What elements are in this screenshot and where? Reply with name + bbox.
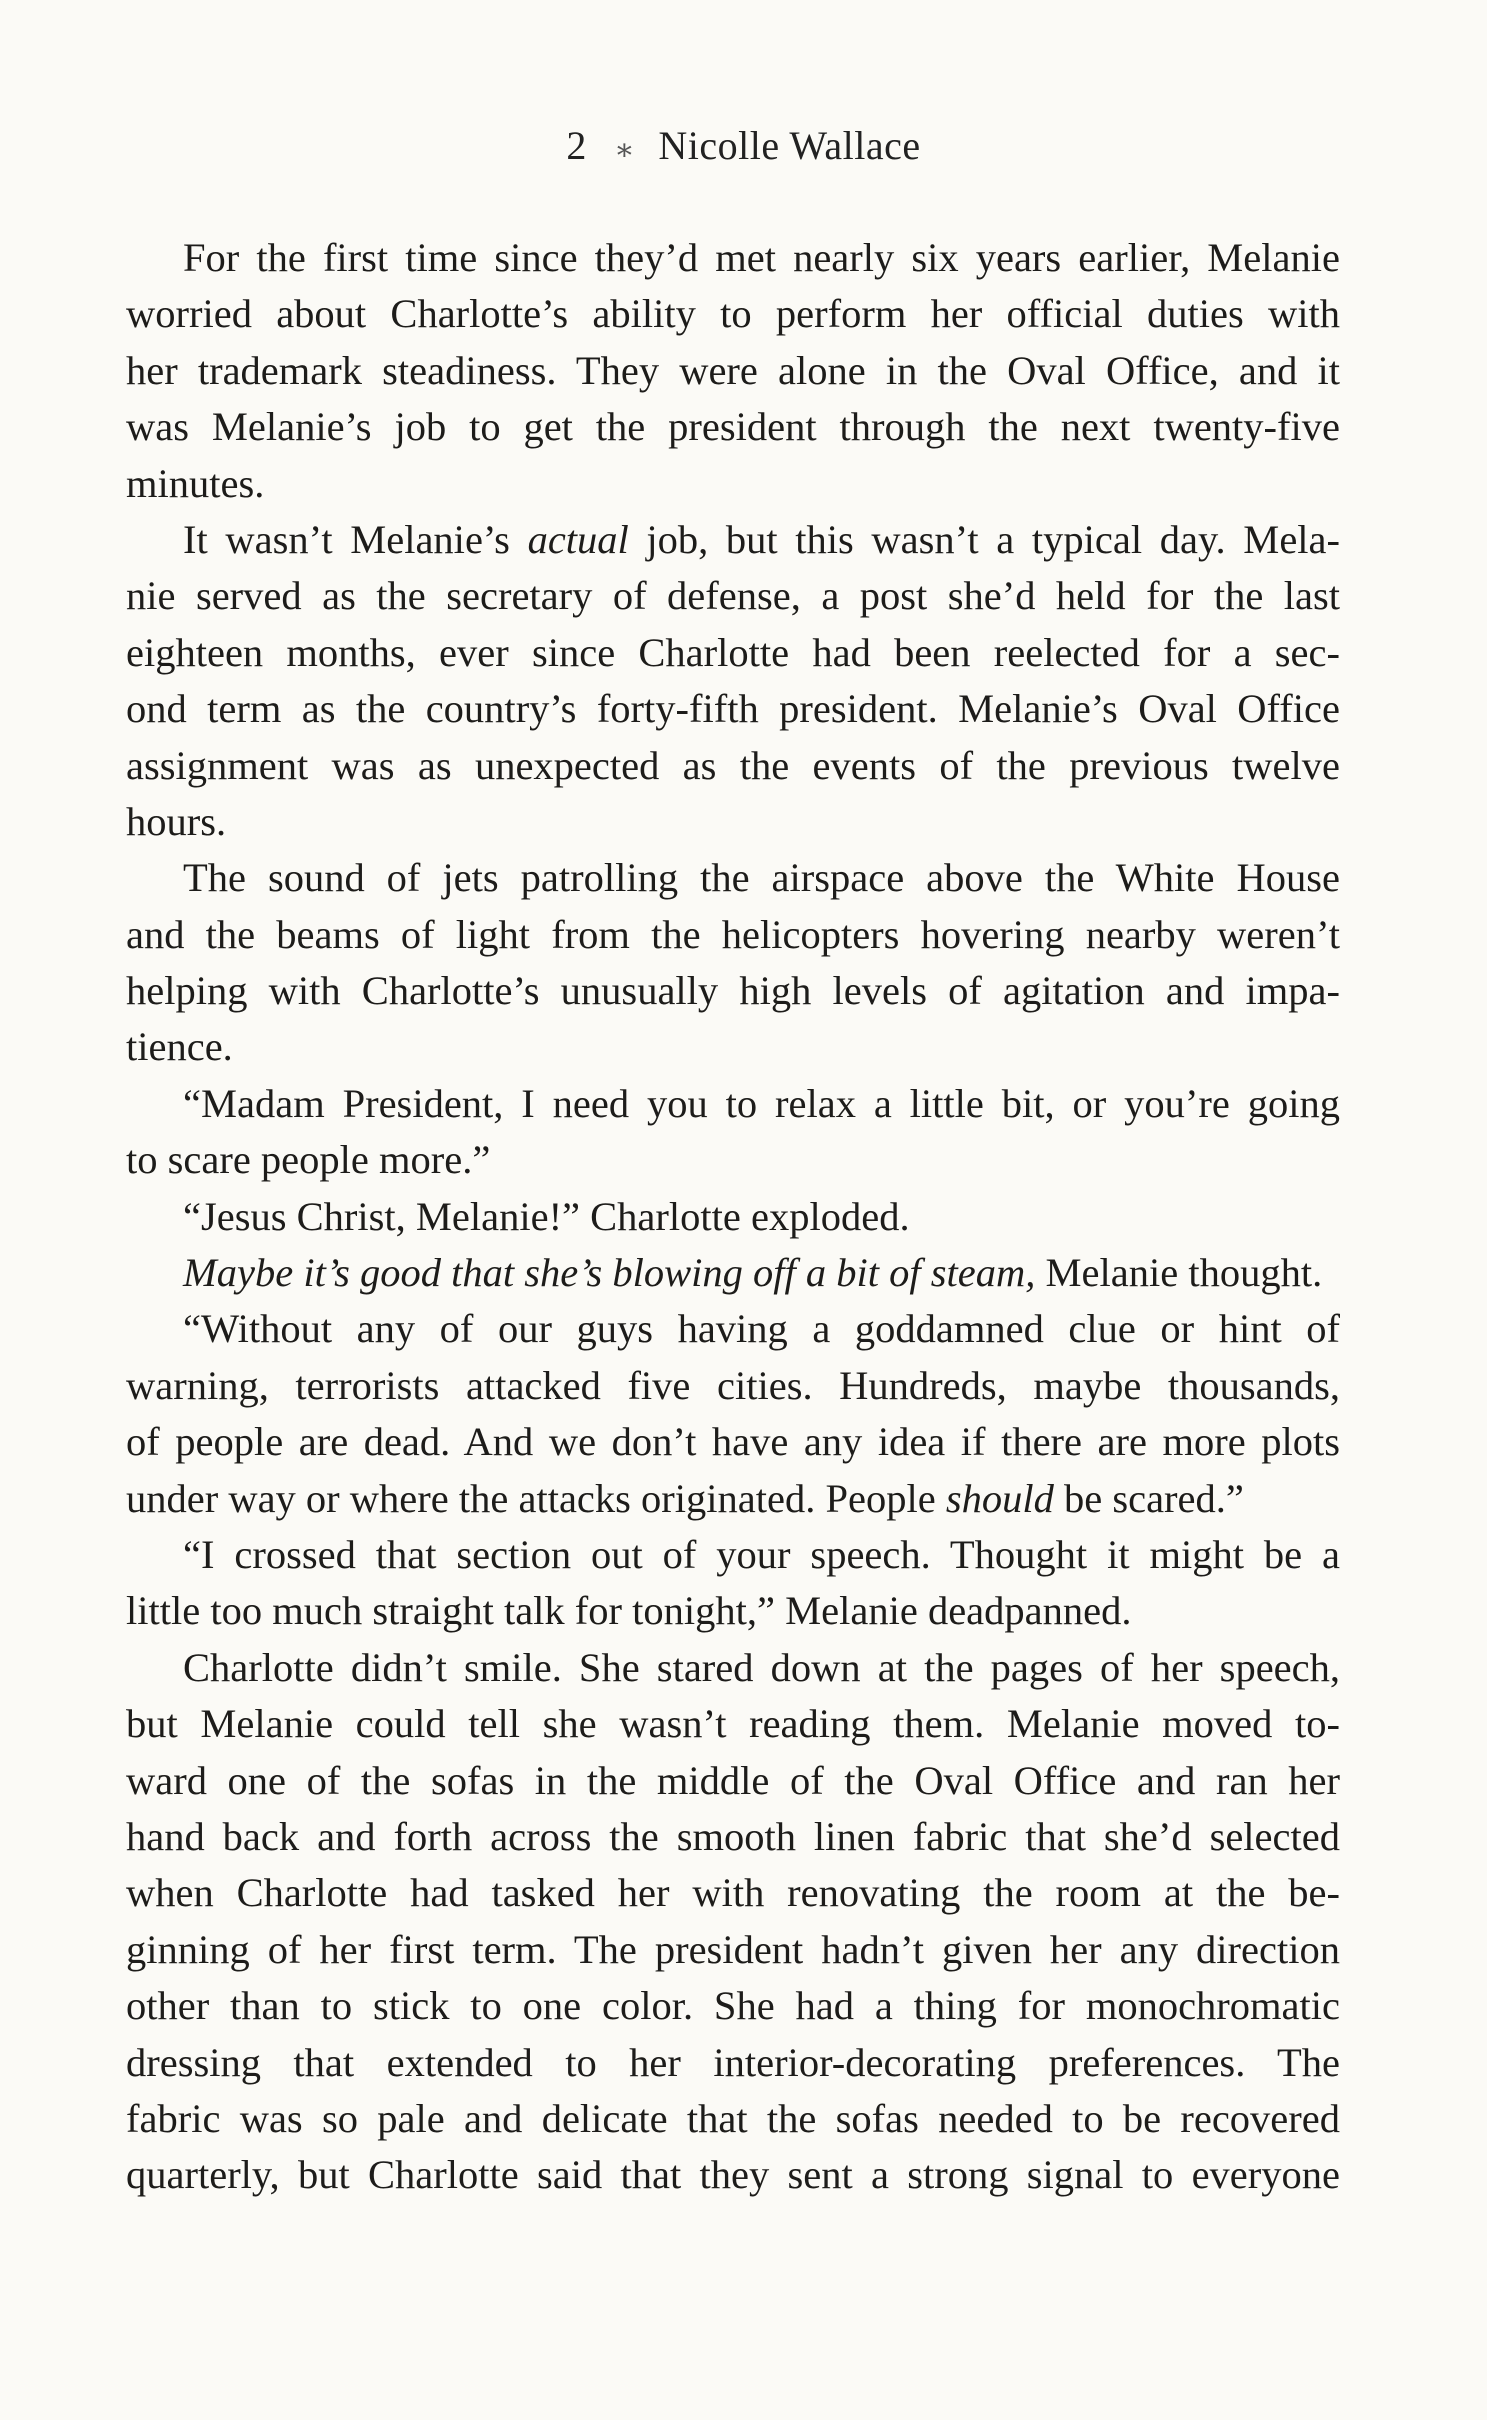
text-line: “Madam President, I need you to relax a little bit, or you’re going <box>183 1080 1340 1126</box>
running-head <box>0 122 1487 171</box>
text-line: helping with Charlotte’s unusually high levels of agitation and impa- <box>126 968 1340 1014</box>
italic-phrase: should <box>945 1475 1054 1521</box>
text-line: was Melanie’s job to get the president through the next twenty-five <box>126 404 1340 450</box>
text-line: fabric was so pale and delicate that the sofas needed to be recovered <box>126 2095 1340 2141</box>
text-run: job, but this wasn’t a typical day. Mela- <box>628 516 1341 562</box>
text-line: nie served as the secretary of defense, a post she’d held for the last <box>126 573 1340 619</box>
text-line: The sound of jets patrolling the airspace above the White House <box>183 855 1340 901</box>
text-line: tience. <box>126 1024 233 1070</box>
text-line: warning, terrorists attacked five cities. Hundreds, maybe thousands, <box>126 1362 1340 1408</box>
text-run: be scared.” <box>1053 1475 1244 1521</box>
asterisk-ornament-icon: ⁎ <box>616 130 633 163</box>
text-line: Charlotte didn’t smile. She stared down at the pages of her speech, <box>183 1644 1340 1690</box>
text-line: hand back and forth across the smooth linen fabric that she’d selected <box>126 1813 1340 1859</box>
text-run: under way or where the attacks originated. People <box>126 1475 946 1521</box>
text-line: For the first time since they’d met nearly six years earlier, Melanie <box>183 235 1340 280</box>
text-line <box>126 512 1340 568</box>
italic-phrase: Maybe it’s good that she’s blowing off a bit of steam, <box>183 1250 1036 1296</box>
text-line <box>126 1471 1340 1527</box>
text-line: assignment was as unexpected as the events of the previous twelve <box>126 742 1340 788</box>
text-line: her trademark steadiness. They were alone in the Oval Office, and it <box>126 347 1340 393</box>
text-line: when Charlotte had tasked her with renovating the room at the be- <box>126 1870 1340 1916</box>
text-line: eighteen months, ever since Charlotte had been reelected for a sec- <box>126 629 1340 675</box>
text-line: little too much straight talk for tonight,” Melanie deadpanned. <box>126 1588 1132 1634</box>
text-line: to scare people more.” <box>126 1137 491 1183</box>
text-line: worried about Charlotte’s ability to perform her official duties with <box>126 291 1340 337</box>
text-line: but Melanie could tell she wasn’t reading them. Melanie moved to- <box>126 1701 1340 1747</box>
text-line: other than to stick to one color. She had a thing for monochromatic <box>126 1983 1340 2029</box>
page-number: 2 <box>566 123 587 168</box>
text-line <box>126 1245 1340 1301</box>
text-line: minutes. <box>126 460 265 506</box>
text-line: of people are dead. And we don’t have any idea if there are more plots <box>126 1419 1340 1465</box>
italic-phrase: actual <box>527 516 629 562</box>
text-line: “I crossed that section out of your speech. Thought it might be a <box>183 1531 1340 1577</box>
text-line: ward one of the sofas in the middle of the Oval Office and ran her <box>126 1757 1340 1803</box>
text-line: hours. <box>126 798 227 844</box>
text-line: dressing that extended to her interior-decorating preferences. The <box>126 2039 1340 2085</box>
text-line: “Without any of our guys having a goddamned clue or hint of <box>183 1306 1340 1352</box>
body-text <box>126 230 1340 2204</box>
text-line: quarterly, but Charlotte said that they sent a strong signal to everyone <box>126 2152 1340 2198</box>
text-line: and the beams of light from the helicopters hovering nearby weren’t <box>126 911 1340 957</box>
author-name: Nicolle Wallace <box>658 123 921 168</box>
text-run: Melanie thought. <box>1035 1250 1323 1296</box>
text-line: ginning of her first term. The president hadn’t given her any direction <box>126 1926 1340 1972</box>
text-run: It wasn’t Melanie’s <box>183 516 528 562</box>
text-line: ond term as the country’s forty-fifth president. Melanie’s Oval Office <box>126 686 1340 732</box>
text-line: “Jesus Christ, Melanie!” Charlotte exploded. <box>183 1193 910 1239</box>
